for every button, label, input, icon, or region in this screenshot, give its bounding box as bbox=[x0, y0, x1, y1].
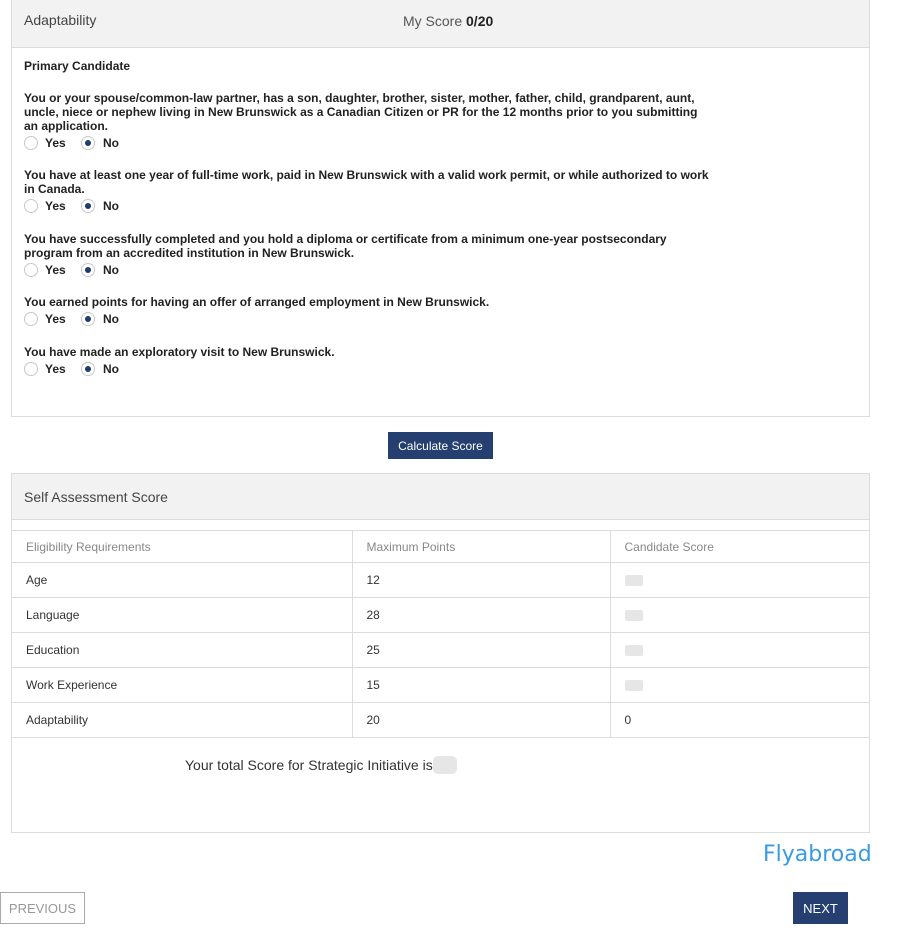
self-assessment-header bbox=[12, 474, 869, 520]
my-score-label: My Score bbox=[403, 13, 467, 29]
self-assessment-title: Self Assessment Score bbox=[24, 489, 168, 505]
radio-yes-label[interactable]: Yes bbox=[45, 312, 66, 326]
table-row bbox=[12, 598, 869, 633]
max-points-cell: 15 bbox=[352, 668, 610, 703]
primary-candidate-label: Primary Candidate bbox=[24, 59, 131, 73]
question-relative-in-nb: You or your spouse/common-law partner, has a son, daughter, brother, sister, mother, father, child, grandparent, aunt, uncle, niece or nephew living in New Brunswick as a Canadian Citizen or PR for the 12 months prior to you submitting an application. bbox=[24, 91, 698, 133]
calculate-score-button[interactable]: Calculate Score bbox=[388, 432, 493, 459]
previous-button[interactable]: PREVIOUS bbox=[0, 892, 85, 924]
adaptability-title: Adaptability bbox=[24, 12, 97, 28]
radio-yes-label[interactable]: Yes bbox=[45, 263, 66, 277]
radio-no-label[interactable]: No bbox=[103, 263, 119, 277]
requirement-cell: Age bbox=[12, 563, 352, 598]
total-score-line bbox=[185, 756, 457, 774]
radio-yes-label[interactable]: Yes bbox=[45, 199, 66, 213]
table-header-row bbox=[12, 531, 869, 563]
radio-no[interactable] bbox=[81, 199, 95, 213]
question-arranged-employment: You earned points for having an offer of arranged employment in New Brunswick. bbox=[24, 295, 490, 309]
table-row bbox=[12, 563, 869, 598]
radio-no-label[interactable]: No bbox=[103, 199, 119, 213]
candidate-score-cell bbox=[610, 598, 869, 633]
adaptability-header bbox=[12, 0, 869, 48]
radio-yes-label[interactable]: Yes bbox=[45, 362, 66, 376]
candidate-score-cell bbox=[610, 633, 869, 668]
radio-yes[interactable] bbox=[24, 263, 38, 277]
requirement-cell: Adaptability bbox=[12, 703, 352, 738]
next-button[interactable]: NEXT bbox=[793, 892, 848, 924]
score-table bbox=[12, 530, 869, 738]
table-row bbox=[12, 703, 869, 738]
table-row bbox=[12, 633, 869, 668]
max-points-cell: 20 bbox=[352, 703, 610, 738]
radio-no-label[interactable]: No bbox=[103, 136, 119, 150]
max-points-cell: 12 bbox=[352, 563, 610, 598]
radio-no[interactable] bbox=[81, 263, 95, 277]
redacted-score bbox=[625, 645, 643, 656]
radio-no-label[interactable]: No bbox=[103, 362, 119, 376]
radio-no[interactable] bbox=[81, 136, 95, 150]
candidate-score-cell bbox=[610, 563, 869, 598]
redacted-total-score bbox=[433, 756, 457, 774]
candidate-score-cell bbox=[610, 668, 869, 703]
radio-no[interactable] bbox=[81, 312, 95, 326]
max-points-cell: 28 bbox=[352, 598, 610, 633]
radio-yes[interactable] bbox=[24, 312, 38, 326]
column-header-max-points: Maximum Points bbox=[352, 531, 610, 563]
max-points-cell: 25 bbox=[352, 633, 610, 668]
my-score-value: 0/20 bbox=[466, 13, 494, 29]
radio-yes-label[interactable]: Yes bbox=[45, 136, 66, 150]
brand-watermark: Flyabroad bbox=[763, 842, 872, 867]
requirement-cell: Language bbox=[12, 598, 352, 633]
question-exploratory-visit: You have made an exploratory visit to New Brunswick. bbox=[24, 345, 335, 359]
table-row bbox=[12, 668, 869, 703]
radio-no-label[interactable]: No bbox=[103, 312, 119, 326]
requirement-cell: Education bbox=[12, 633, 352, 668]
radio-yes[interactable] bbox=[24, 362, 38, 376]
total-score-text: Your total Score for Strategic Initiative is bbox=[185, 757, 433, 773]
redacted-score bbox=[625, 610, 643, 621]
self-assessment-panel bbox=[11, 473, 870, 833]
column-header-candidate-score: Candidate Score bbox=[610, 531, 869, 563]
requirement-cell: Work Experience bbox=[12, 668, 352, 703]
radio-no[interactable] bbox=[81, 362, 95, 376]
candidate-score-cell: 0 bbox=[610, 703, 869, 738]
radio-yes[interactable] bbox=[24, 199, 38, 213]
column-header-requirements: Eligibility Requirements bbox=[12, 531, 352, 563]
my-score bbox=[403, 13, 493, 29]
adaptability-panel bbox=[11, 0, 870, 417]
redacted-score bbox=[625, 680, 643, 691]
question-study-in-nb: You have successfully completed and you hold a diploma or certificate from a minimum one-year postsecondary program from an accredited institution in New Brunswick. bbox=[24, 232, 667, 260]
question-work-in-nb: You have at least one year of full-time work, paid in New Brunswick with a valid work permit, or while authorized to work in Canada. bbox=[24, 168, 709, 196]
radio-yes[interactable] bbox=[24, 136, 38, 150]
redacted-score bbox=[625, 575, 643, 586]
